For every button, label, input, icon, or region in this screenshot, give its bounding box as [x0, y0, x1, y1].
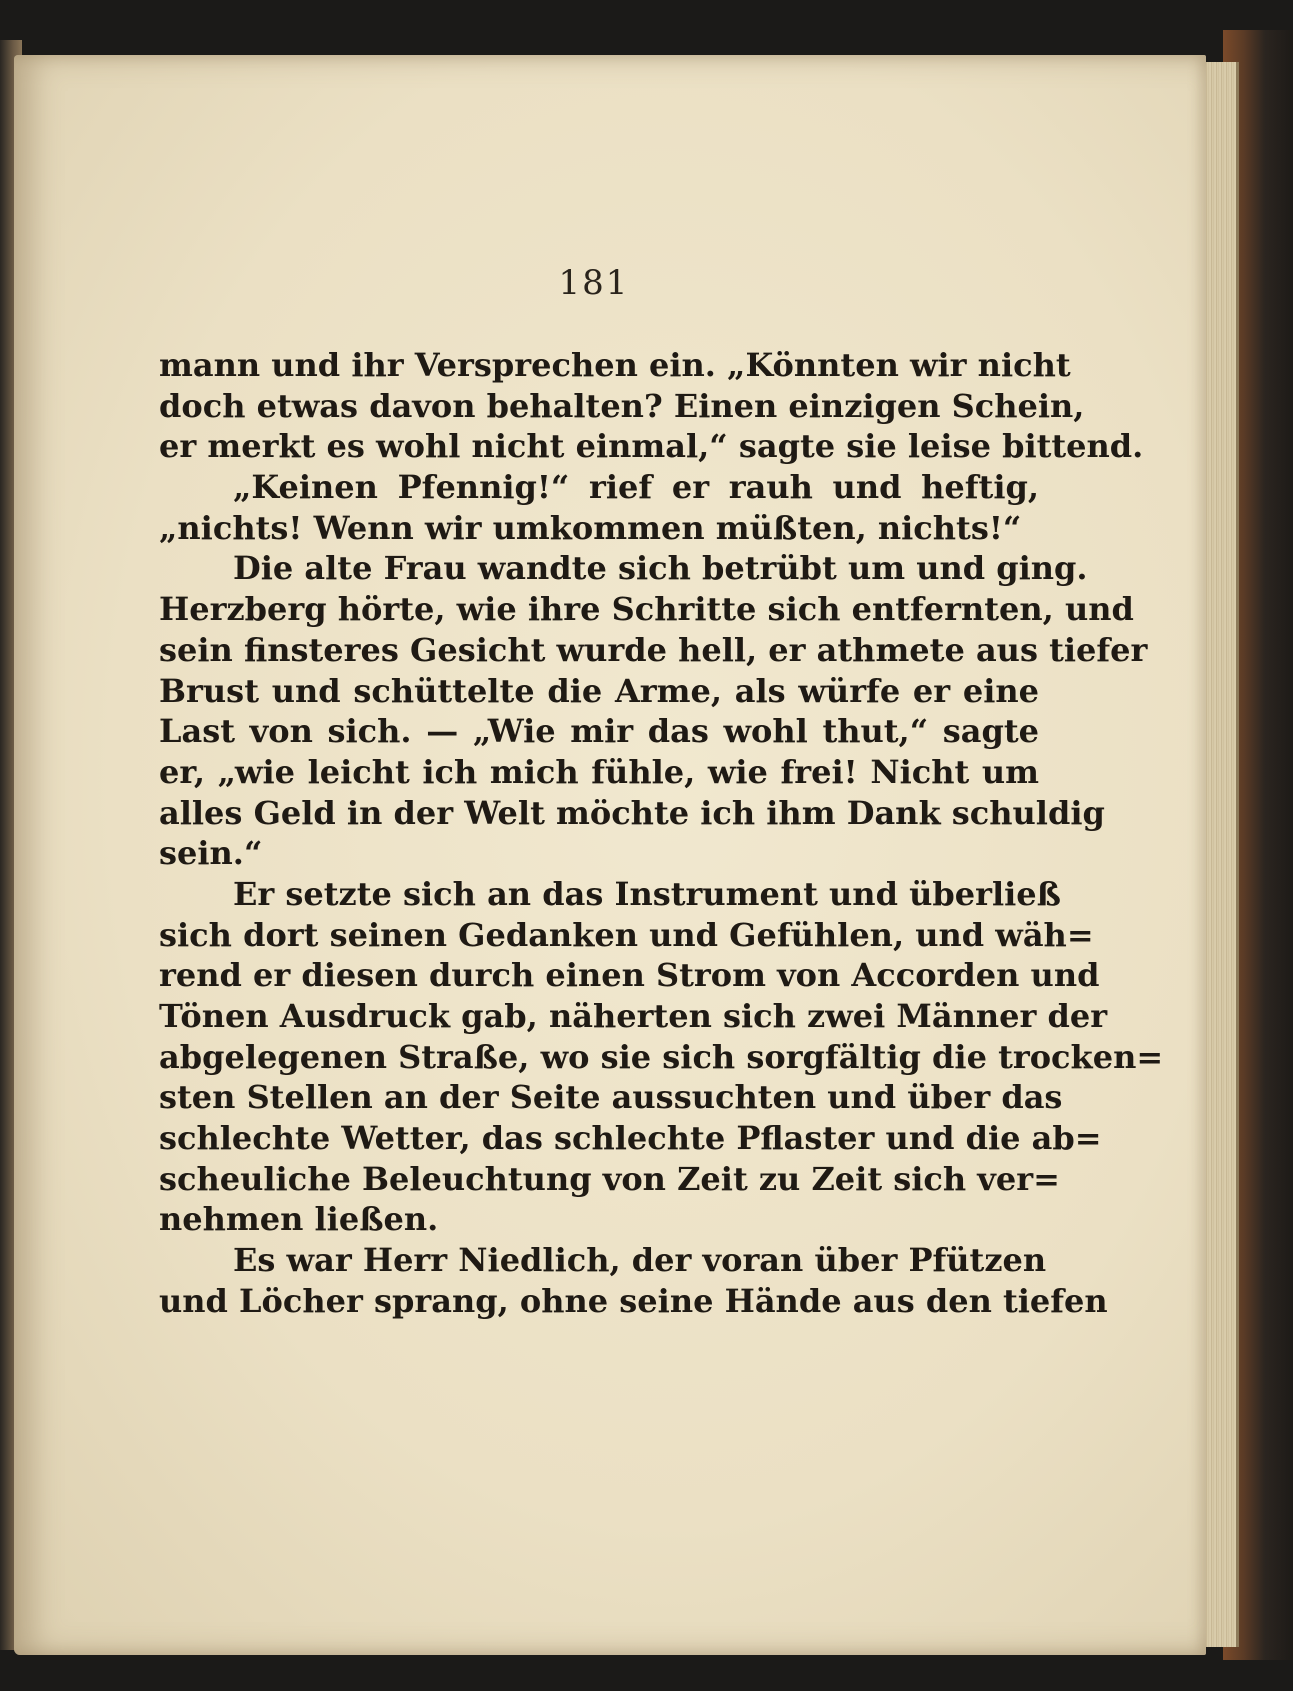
- text-line: Brust und schüttelte die Arme, als würfe er eine: [159, 671, 1039, 710]
- text-line: Tönen Ausdruck gab, näherten sich zwei Männer der: [159, 997, 1108, 1035]
- text-line: doch etwas davon behalten? Einen einzigen Schein,: [159, 386, 1085, 425]
- text-line: sein finsteres Gesicht wurde hell, er athmete aus tiefer: [159, 630, 1148, 669]
- text-line: Last von sich. — „Wie mir das wohl thut,“ sagte: [159, 712, 1039, 751]
- text-line: sten Stellen an der Seite aussuchten und über das: [159, 1078, 1063, 1117]
- text-line: sein.“: [159, 834, 263, 873]
- book-page: [14, 55, 1206, 1655]
- text-line: scheuliche Beleuchtung von Zeit zu Zeit sich ver=: [159, 1159, 1060, 1198]
- text-line: nehmen ließen.: [159, 1200, 439, 1239]
- text-line: Die alte Frau wandte sich betrübt um und ging.: [233, 549, 1088, 588]
- text-line: rend er diesen durch einen Strom von Accorden und: [159, 956, 1100, 995]
- text-line: schlechte Wetter, das schlechte Pflaster und die ab=: [159, 1119, 1102, 1158]
- text-line: alles Geld in der Welt möchte ich ihm Dank schuldig: [159, 793, 1105, 832]
- body-text: [159, 345, 1164, 1322]
- text-line: und Löcher sprang, ohne seine Hände aus den tiefen: [159, 1281, 1108, 1320]
- page-number: 181: [558, 263, 630, 303]
- text-line: sich dort seinen Gedanken und Gefühlen, und wäh=: [159, 915, 1094, 954]
- text-line: Es war Herr Niedlich, der voran über Pfützen: [233, 1241, 1047, 1280]
- text-line: mann und ihr Versprechen ein. „Könnten wir nicht: [159, 346, 1071, 384]
- text-line: „Keinen Pfennig!“ rief er rauh und heftig,: [233, 468, 1039, 507]
- text-line: „nichts! Wenn wir umkommen müßten, nichts!“: [159, 508, 1022, 547]
- text-line: er, „wie leicht ich mich fühle, wie frei! Nicht um: [159, 752, 1039, 791]
- text-line: er merkt es wohl nicht einmal,“ sagte sie leise bittend.: [159, 427, 1144, 466]
- text-line: Er setzte sich an das Instrument und überließ: [233, 874, 1061, 913]
- text-line: abgelegenen Straße, wo sie sich sorgfältig die trocken=: [159, 1037, 1164, 1076]
- text-line: Herzberg hörte, wie ihre Schritte sich entfernten, und: [159, 590, 1134, 629]
